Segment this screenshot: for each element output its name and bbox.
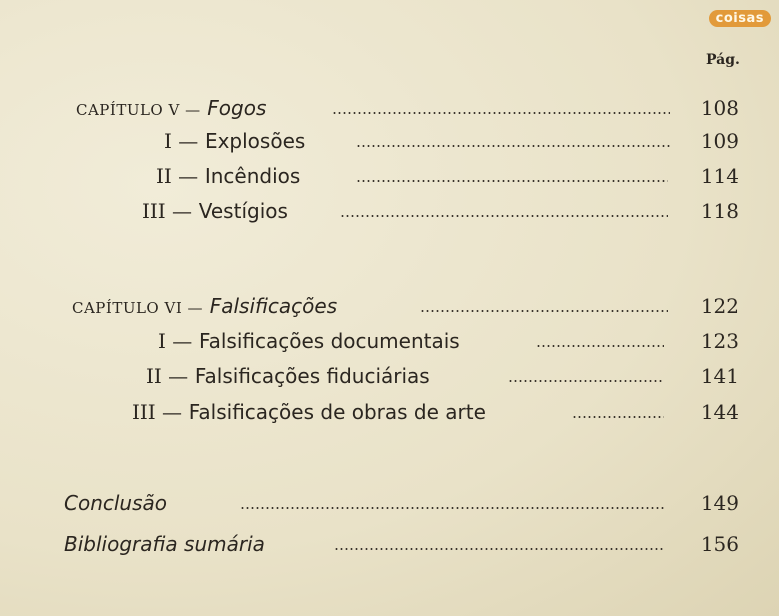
entry-title: Conclusão bbox=[64, 491, 168, 515]
section-numeral: II — bbox=[156, 164, 199, 188]
dot-leader bbox=[340, 215, 668, 217]
section-numeral: II — bbox=[146, 364, 189, 388]
page-number: 108 bbox=[700, 96, 739, 120]
toc-chapter-v bbox=[0, 93, 779, 123]
toc-conclusion bbox=[0, 488, 779, 518]
section-numeral: III — bbox=[132, 400, 183, 424]
page-number: 114 bbox=[700, 164, 739, 188]
toc-section-label bbox=[156, 161, 300, 191]
toc-section-label bbox=[142, 196, 288, 226]
dot-leader bbox=[356, 180, 668, 182]
toc-section bbox=[0, 161, 779, 191]
section-numeral: I — bbox=[158, 329, 193, 353]
dot-leader bbox=[572, 416, 664, 418]
toc-section-label bbox=[146, 361, 430, 391]
page-number: 118 bbox=[700, 199, 739, 223]
dot-leader bbox=[420, 310, 668, 312]
page-column-header: Pág. bbox=[706, 52, 740, 68]
section-title: Explosões bbox=[204, 129, 306, 153]
chapter-title: Fogos bbox=[207, 96, 267, 120]
page-number: 123 bbox=[700, 329, 739, 353]
page-number: 156 bbox=[700, 532, 739, 556]
toc-chapter-vi bbox=[0, 291, 779, 321]
chapter-title: Falsificações bbox=[209, 294, 338, 318]
section-title: Vestígios bbox=[198, 199, 288, 223]
page-number: 144 bbox=[700, 400, 739, 424]
section-numeral: III — bbox=[142, 199, 193, 223]
chapter-prefix: CAPÍTULO VI — bbox=[72, 299, 204, 317]
section-title: Falsificações de obras de arte bbox=[188, 400, 486, 424]
toc-section bbox=[0, 196, 779, 226]
toc-section bbox=[0, 326, 779, 356]
toc-chapter-vi-label bbox=[72, 291, 337, 323]
toc-bibliography bbox=[0, 529, 779, 559]
dot-leader bbox=[240, 507, 664, 509]
toc-section-label bbox=[164, 126, 305, 156]
section-numeral: I — bbox=[164, 129, 199, 153]
section-title: Falsificações fiduciárias bbox=[194, 364, 430, 388]
section-title: Falsificações documentais bbox=[198, 329, 460, 353]
toc-section-label bbox=[158, 326, 460, 356]
dot-leader bbox=[332, 112, 670, 114]
entry-title: Bibliografia sumária bbox=[64, 532, 265, 556]
page-number: 141 bbox=[700, 364, 739, 388]
toc-entry-label bbox=[64, 488, 167, 518]
page-number: 149 bbox=[700, 491, 739, 515]
dot-leader bbox=[508, 380, 664, 382]
page-number: 122 bbox=[700, 294, 739, 318]
toc-entry-label bbox=[64, 529, 265, 559]
page-number: 109 bbox=[700, 129, 739, 153]
chapter-prefix: CAPÍTULO V — bbox=[76, 101, 201, 119]
toc-chapter-v-label bbox=[76, 93, 266, 125]
toc-section bbox=[0, 126, 779, 156]
dot-leader bbox=[334, 548, 664, 550]
toc-section bbox=[0, 361, 779, 391]
dot-leader bbox=[356, 145, 670, 147]
watermark-logo: coisas bbox=[709, 10, 771, 27]
toc-section-label bbox=[132, 397, 486, 427]
section-title: Incêndios bbox=[204, 164, 301, 188]
dot-leader bbox=[536, 345, 664, 347]
toc-section bbox=[0, 397, 779, 427]
